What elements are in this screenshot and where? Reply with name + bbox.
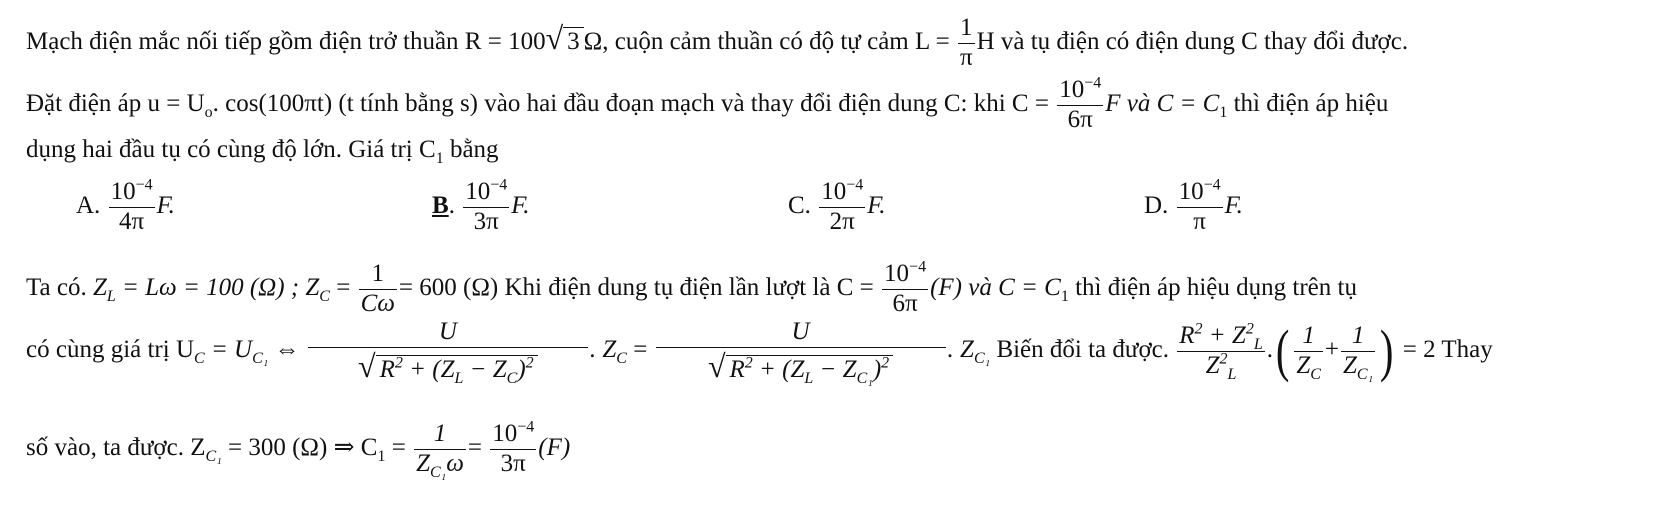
solution-text: Biến đổi ta được. xyxy=(990,336,1170,364)
option-fraction: $\frac{10^{-4}}{\pi}$ xyxy=(1178,176,1221,235)
problem-line-1 xyxy=(26,14,1408,73)
option-label: C. xyxy=(788,191,811,219)
problem-text: F và C = C xyxy=(1105,89,1220,117)
solution-text: = xyxy=(626,336,648,364)
equals-sign: = xyxy=(467,433,482,461)
option-fraction: $\frac{10^{-4}}{2\pi}$ xyxy=(821,176,864,235)
option-d[interactable] xyxy=(1144,178,1243,237)
problem-line-3 xyxy=(26,136,499,167)
solution-text: . Z xyxy=(947,336,974,364)
problem-text: H và tụ điện có điện dung C thay đổi được. xyxy=(976,27,1409,55)
capacitance-fraction: $\frac{10^{-4}}{6\pi}$ xyxy=(884,258,927,317)
solution-text: = xyxy=(385,433,406,461)
problem-text: Mạch điện mắc nối tiếp gồm điện trở thuần R = 100 xyxy=(26,27,546,55)
inverse-zc1-fraction: $\frac{1}{Z_{C_1}}$ xyxy=(1343,322,1374,383)
option-label: D. xyxy=(1144,191,1169,219)
sqrt-symbol: √ xyxy=(545,19,564,56)
problem-text: . cos(100πt) (t tính bằng s) vào hai đầu đoạn mạch và thay đổi điện dung C: khi C = xyxy=(212,89,1049,117)
subscript: C xyxy=(194,350,205,368)
subscript: 1 xyxy=(435,150,444,167)
voltage-fraction-2: $\frac{U}{√ R^2 + (Z_L - Z_{C_1})^2}$ xyxy=(656,318,946,385)
unit-text: (F) xyxy=(930,273,962,301)
solution-text: . Z xyxy=(589,336,617,364)
option-dot: . xyxy=(448,191,455,219)
subscript: C₁ xyxy=(973,350,991,368)
c1-fraction: $\frac{1}{Z_{C_1}\omega}$ xyxy=(416,420,464,481)
solution-line-3 xyxy=(26,420,570,479)
solution-text: ⇔ xyxy=(268,336,300,364)
solution-text: có cùng giá trị U xyxy=(26,336,195,364)
right-paren: ) xyxy=(1380,318,1394,384)
option-label: A. xyxy=(76,191,101,219)
capacitance-fraction: $\frac{10^{-4}}{6\pi}$ xyxy=(1059,74,1102,133)
subscript: C₁ xyxy=(252,350,269,368)
option-a[interactable] xyxy=(76,178,175,237)
subscript: 1 xyxy=(377,447,386,465)
inductance-fraction: $\frac{1}{\pi}$ xyxy=(959,14,973,71)
solution-text: thì điện áp hiệu dụng trên tụ xyxy=(1068,273,1357,301)
math-var: Z xyxy=(92,273,107,301)
solution-line-1 xyxy=(26,260,1357,319)
solution-text: = xyxy=(329,273,351,301)
plus-sign: + xyxy=(1324,336,1339,364)
solution-text: = Lω = 100 (Ω) ; Z xyxy=(115,273,320,301)
zc-fraction: $\frac{1}{C\omega}$ xyxy=(360,260,395,317)
problem-text: dụng hai đầu tụ có cùng độ lớn. Giá trị C xyxy=(26,136,436,163)
subscript: 1 xyxy=(1060,287,1069,305)
option-fraction: $\frac{10^{-4}}{3\pi}$ xyxy=(465,176,508,235)
problem-text: thì điện áp hiệu xyxy=(1227,89,1389,117)
option-c[interactable] xyxy=(788,178,886,237)
subscript: C xyxy=(616,350,627,368)
option-b[interactable] xyxy=(432,178,530,237)
subscript: o xyxy=(204,103,213,121)
sqrt-argument: 3 xyxy=(563,27,584,56)
option-unit: F. xyxy=(156,191,175,219)
problem-text: Đặt điện áp u = U xyxy=(26,89,205,117)
problem-line-2 xyxy=(26,76,1388,135)
problem-text: bằng xyxy=(443,136,499,163)
solution-text: = 600 (Ω) Khi điện dung tụ điện lần lượt là C = xyxy=(398,273,874,301)
left-paren: ( xyxy=(1275,318,1290,384)
solution-text: = 300 (Ω) ⇒ C xyxy=(221,433,378,461)
solution-line-2: có cùng giá trị $U_C = U_{C_1}$ ⇔ $\frac{U}{√ R^2 + (Z_L - Z_C)^2}$ . $Z_C$ = $\frac{U}{√ R^2 + (Z_L - Z_{C_1})^2}$ . $Z_{C_1}$ Biến đổi ta được. $\frac{R^2 + Z^2_L}{Z^2_L}$ .( $\frac{1}{Z_C}$ + $\frac{1}{Z_{C_1}}$ ) = 2 Thay xyxy=(26,318,1493,387)
subscript: L xyxy=(106,287,116,305)
inverse-zc-fraction: $\frac{1}{Z_C}$ xyxy=(1296,322,1321,383)
solution-text: và C = C xyxy=(962,273,1061,301)
option-unit: F. xyxy=(511,191,530,219)
problem-text: Ω, cuộn cảm thuần có độ tự cảm L = xyxy=(583,27,950,55)
option-fraction: $\frac{10^{-4}}{4\pi}$ xyxy=(110,176,153,235)
subscript: C xyxy=(319,287,330,305)
solution-text: Ta có. xyxy=(26,273,93,301)
subscript: C₁ xyxy=(205,447,222,465)
result-fraction: $\frac{10^{-4}}{3\pi}$ xyxy=(492,418,535,477)
option-unit: F. xyxy=(867,191,886,219)
solution-text: số vào, ta được. Z xyxy=(26,433,206,461)
solution-text: = U xyxy=(204,336,253,364)
unit-text: (F) xyxy=(538,433,571,461)
transform-fraction: $\frac{R^2 + Z^2_L}{Z^2_L}$ xyxy=(1179,320,1263,383)
voltage-fraction-1: $\frac{U}{√ R^2 + (Z_L - Z_C)^2}$ xyxy=(308,318,588,385)
solution-text: = 2 Thay xyxy=(1402,336,1493,364)
option-unit: F. xyxy=(1224,191,1243,219)
subscript: 1 xyxy=(1219,103,1228,121)
option-label-correct: B xyxy=(432,191,449,219)
